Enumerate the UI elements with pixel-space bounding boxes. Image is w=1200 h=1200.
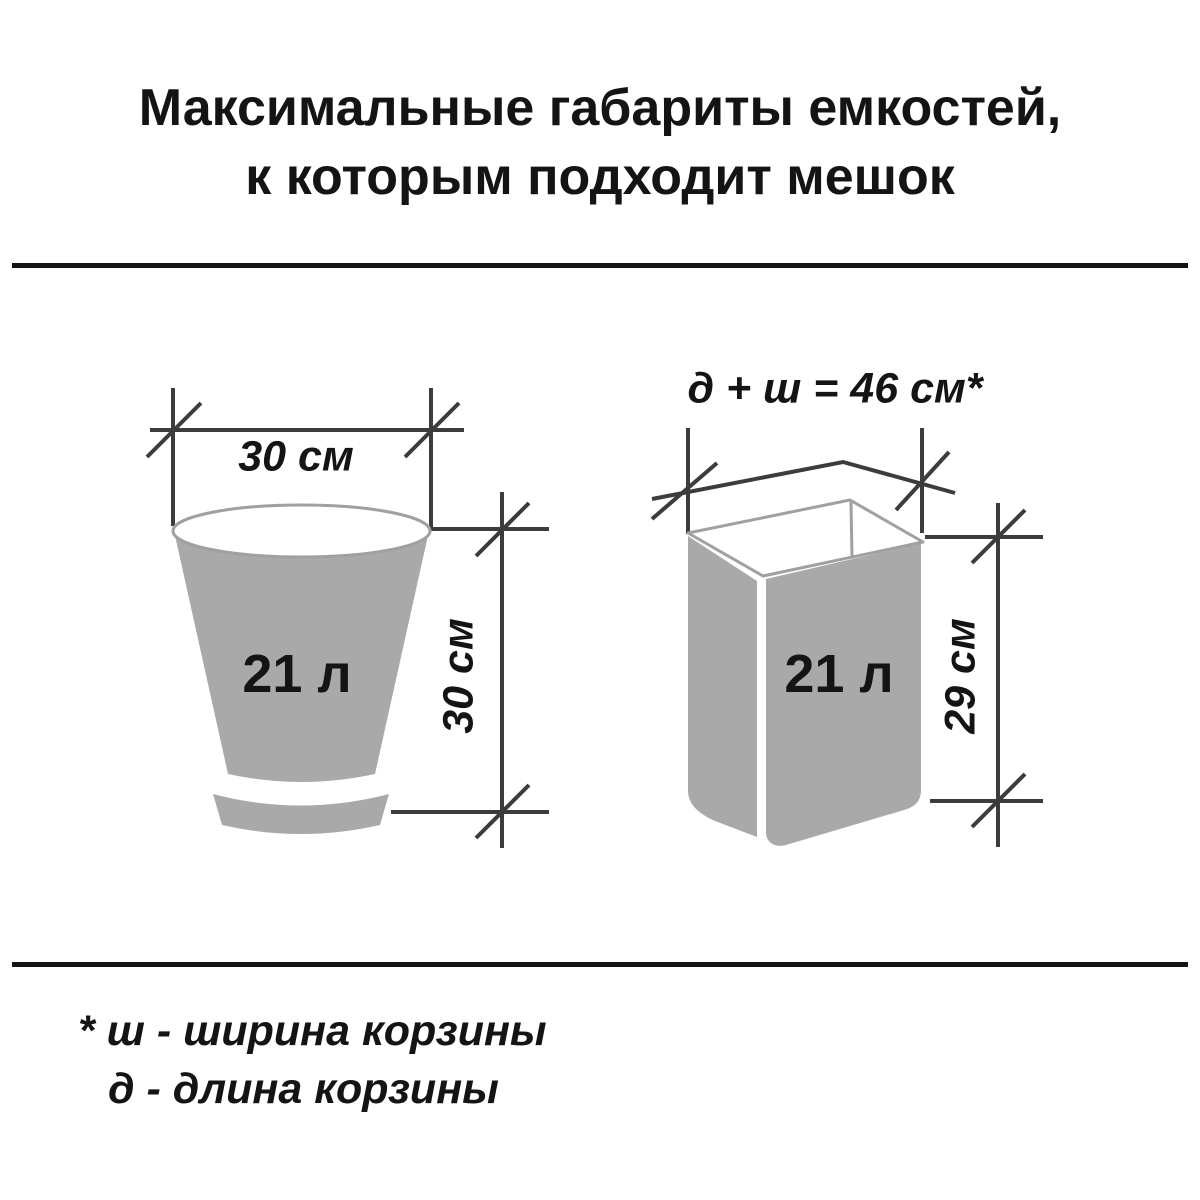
bucket-height-label: 30 см	[434, 618, 483, 734]
bucket-rim-opening	[173, 505, 430, 557]
basket-formula-label: д + ш = 46 см*	[687, 364, 983, 413]
title-line-2: к которым подходит мешок	[245, 148, 955, 206]
basket-left-face	[688, 536, 757, 837]
footnote-line-2: д - длина корзины	[108, 1065, 499, 1113]
basket-height-label: 29 см	[936, 618, 985, 734]
bucket-base	[213, 794, 389, 834]
basket-top-tick-left	[652, 463, 717, 519]
footnote-line-1: * ш - ширина корзины	[78, 1007, 547, 1055]
basket-inner-corner-edge	[851, 502, 852, 558]
basket-volume-label: 21 л	[784, 644, 894, 704]
bucket-volume-label: 21 л	[242, 644, 352, 704]
bottom-divider	[12, 962, 1188, 967]
title-line-1: Максимальные габариты емкостей,	[138, 79, 1062, 137]
footnote	[78, 1002, 547, 1118]
bucket-width-label: 30 см	[238, 432, 354, 481]
